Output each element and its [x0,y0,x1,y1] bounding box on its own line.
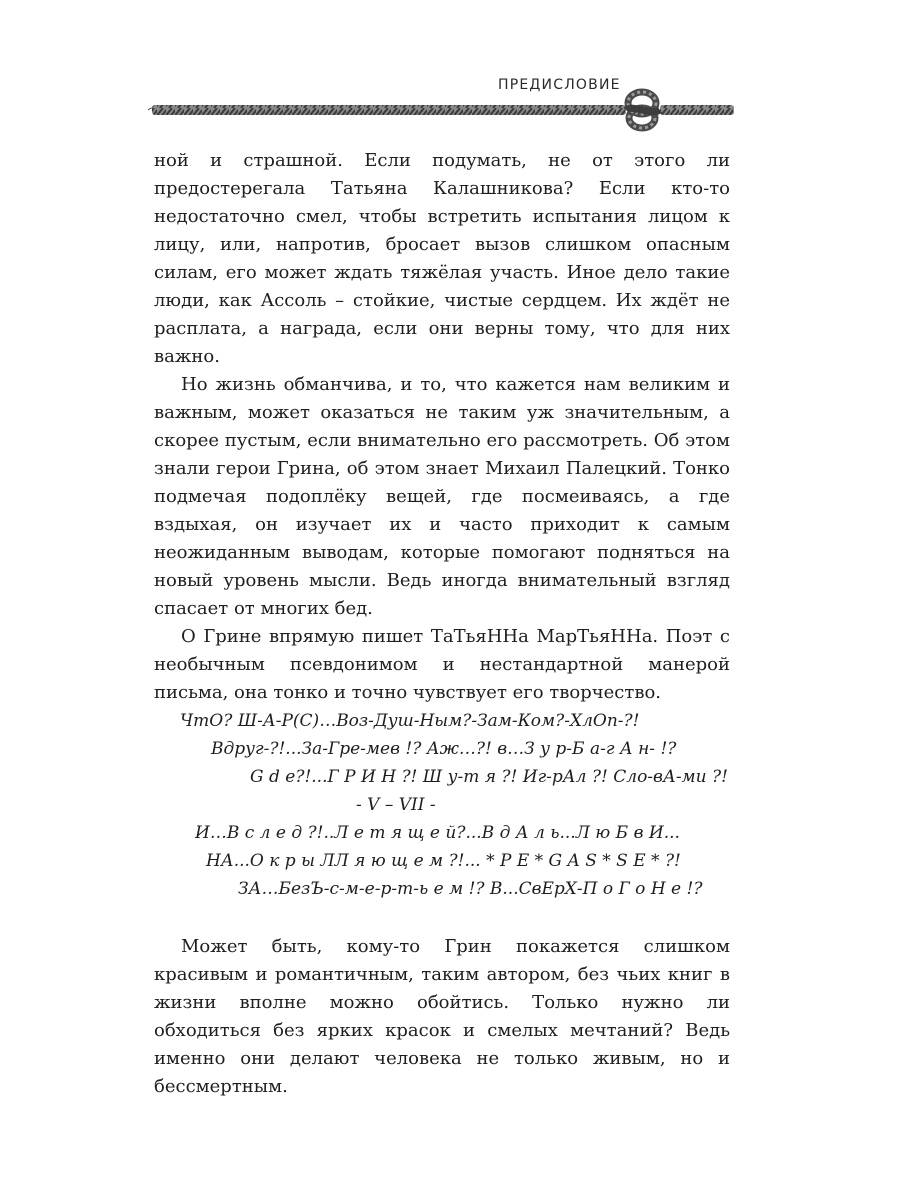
poem-line: G d e?!...Г Р И Н ?! Ш у-т я ?! Иг-рАл ?! Сло-вА-ми ?! [250,767,728,787]
page-body [154,147,730,1101]
paragraph-1: ной и страшной. Если подумать, не от этого ли предостерегала Татьяна Калашникова? Если кто-то недостаточно смел, чтобы встретить испытания лицом к лицу, или, напротив, бросает вызов слишком опасным силам, его может ждать тяжёлая участь. Иное дело такие люди, как Ассоль – стойкие, чистые сердцем. Их ждёт не расплата, а награда, если они верны тому, что для них важно. [154,150,730,367]
poem-line: - V – VII - [356,795,436,815]
poem-line: ЗА…БезЪ-с-м-е-р-т-ь е м !? В...СвЕрХ-П о Г о Н е !? [238,879,703,899]
paragraph-3: О Грине впрямую пишет ТаТьяННа МарТьяННа. Поэт с необычным псевдонимом и нестандартной манерой письма, она тонко и точно чувствует его творчество. [154,626,730,703]
rope-knot-icon [148,88,738,134]
poem-line: И…В с л е д ?!..Л е т я щ е й?...В д А л ь...Л ю Б в И... [195,823,680,843]
poem-line: Вдруг-?!...За-Гре-мев !? Аж…?! в…З у р-Б а-г А н- !? [211,739,677,759]
poem-line: ЧтО? Ш-А-Р(С)…Воз-Душ-Ным?-Зам-Ком?-ХлОп-?! [180,711,640,731]
running-head-title: ПРЕДИСЛОВИЕ [498,77,621,93]
poem [154,707,730,903]
paragraph-2: Но жизнь обманчива, и то, что кажется нам великим и важным, может оказаться не таким уж значительным, а скорее пустым, если внимательно его рассмотреть. Об этом знали герои Грина, об этом знает Михаил Палецкий. Тонко подмечая подоплёку вещей, где посмеиваясь, а где вздыхая, он изучает их и часто приходит к самым неожиданным выводам, которые помогают подняться на новый уровень мысли. Ведь иногда внимательный взгляд спасает от многих бед. [154,374,730,619]
poem-line: НА...О к р ы ЛЛ я ю щ е м ?!... * P E * G A S * S E * ?! [206,851,681,871]
paragraph-4: Может быть, кому-то Грин покажется слишком красивым и романтичным, таким автором, без чьих книг в жизни вполне можно обойтись. Только нужно ли обходиться без ярких красок и смелых мечтаний? Ведь именно они делают человека не только живым, но и бессмертным. [154,936,730,1097]
